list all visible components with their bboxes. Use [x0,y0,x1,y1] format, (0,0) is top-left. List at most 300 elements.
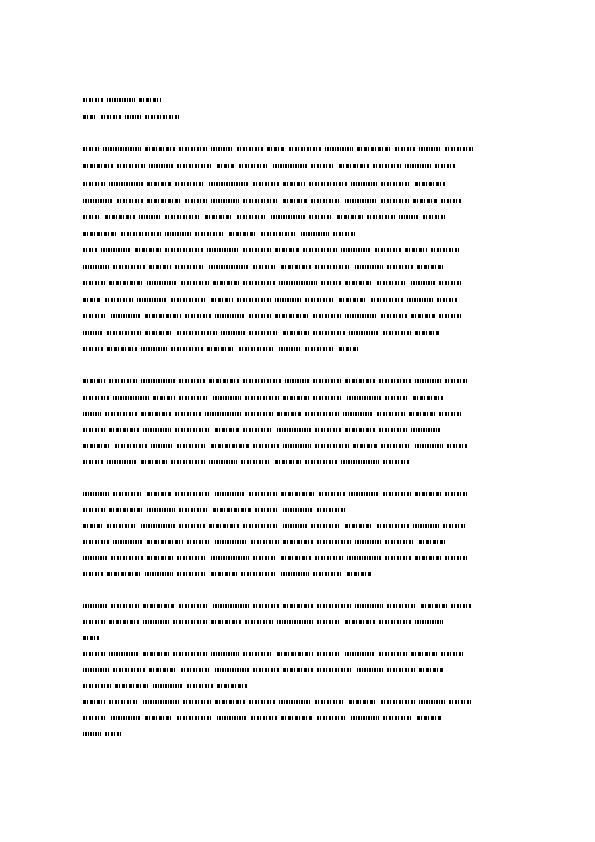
word-glyphs [145,147,175,151]
word-glyphs [341,248,371,252]
word-glyphs [283,396,309,400]
word-glyphs [283,444,311,448]
word-glyphs [441,652,465,656]
word-glyphs [445,147,475,151]
word-glyphs [179,147,207,151]
word-glyphs [83,199,113,203]
word-glyphs [405,248,427,252]
word-glyphs [147,281,177,285]
word-glyphs [409,412,435,416]
word-glyphs [185,199,207,203]
text-line [83,394,443,402]
word-glyphs [277,412,301,416]
word-glyphs [103,147,141,151]
word-glyphs [147,492,171,496]
word-glyphs [175,412,201,416]
word-glyphs [381,444,411,448]
word-glyphs [383,492,411,496]
word-glyphs [143,620,169,624]
word-glyphs [83,604,107,608]
word-glyphs [347,396,381,400]
word-glyphs [283,604,313,608]
word-glyphs [279,281,317,285]
word-glyphs [267,147,285,151]
text-line [83,263,443,271]
word-glyphs [347,556,381,560]
word-glyphs [107,460,137,464]
word-glyphs [149,668,177,672]
word-glyphs [341,460,379,464]
text-line [83,442,467,450]
word-glyphs [213,604,249,608]
word-glyphs [243,281,275,285]
word-glyphs [83,508,105,512]
word-glyphs [419,147,441,151]
word-glyphs [253,265,277,269]
word-glyphs [345,281,373,285]
word-glyphs [137,298,167,302]
word-glyphs [317,668,353,672]
word-glyphs [275,298,301,302]
word-glyphs [153,684,183,688]
word-glyphs [143,700,179,704]
word-glyphs [141,460,167,464]
word-glyphs [117,199,143,203]
text-line [83,230,357,238]
word-glyphs [83,668,109,672]
text-line [83,180,445,188]
word-glyphs [105,215,135,219]
word-glyphs [111,314,141,318]
word-glyphs [183,700,211,704]
word-glyphs [317,652,341,656]
word-glyphs [213,396,241,400]
word-glyphs [83,700,105,704]
word-glyphs [379,379,411,383]
word-glyphs [351,716,379,720]
text-line [83,296,457,304]
text-line [83,602,471,610]
word-glyphs [339,298,367,302]
word-glyphs [253,444,279,448]
word-glyphs [83,620,105,624]
word-glyphs [217,716,247,720]
word-glyphs [381,199,409,203]
word-glyphs [209,379,239,383]
text-line [83,618,443,626]
word-glyphs [345,652,375,656]
word-glyphs [101,248,131,252]
word-glyphs [283,668,313,672]
word-glyphs [111,604,139,608]
text-line [83,213,445,221]
word-glyphs [83,314,107,318]
word-glyphs [185,314,211,318]
word-glyphs [351,182,377,186]
text-line [83,634,99,642]
word-glyphs [377,412,405,416]
word-glyphs [281,492,315,496]
word-glyphs [237,215,267,219]
text-line [83,312,461,320]
word-glyphs [139,98,161,102]
word-glyphs [345,379,375,383]
word-glyphs [317,540,351,544]
word-glyphs [109,428,139,432]
word-glyphs [415,379,441,383]
word-glyphs [135,248,161,252]
word-glyphs [195,232,225,236]
word-glyphs [113,265,145,269]
word-glyphs [355,540,381,544]
word-glyphs [151,444,173,448]
word-glyphs [345,524,373,528]
word-glyphs [171,460,205,464]
word-glyphs [249,314,271,318]
word-glyphs [83,396,109,400]
word-glyphs [215,428,239,432]
word-glyphs [419,540,445,544]
word-glyphs [83,732,101,736]
word-glyphs [283,331,309,335]
word-glyphs [207,248,239,252]
word-glyphs [381,182,411,186]
text-line [83,570,371,578]
word-glyphs [83,215,101,219]
word-glyphs [415,444,443,448]
text-line [83,377,467,385]
word-glyphs [83,147,99,151]
word-glyphs [211,444,249,448]
word-glyphs [179,379,205,383]
word-glyphs [345,199,377,203]
header-line-2 [83,113,179,121]
word-glyphs [383,716,413,720]
word-glyphs [221,331,245,335]
word-glyphs [175,428,211,432]
word-glyphs [381,314,407,318]
word-glyphs [271,215,305,219]
word-glyphs [181,668,211,672]
word-glyphs [309,215,333,219]
word-glyphs [253,668,279,672]
word-glyphs [275,314,309,318]
word-glyphs [181,281,209,285]
word-glyphs [215,668,249,672]
word-glyphs [261,232,297,236]
word-glyphs [387,668,415,672]
word-glyphs [245,396,279,400]
word-glyphs [145,115,179,119]
word-glyphs [83,248,97,252]
word-glyphs [113,396,149,400]
word-glyphs [379,620,411,624]
word-glyphs [175,265,205,269]
word-glyphs [415,556,441,560]
word-glyphs [305,460,337,464]
word-glyphs [445,556,467,560]
word-glyphs [419,700,445,704]
word-glyphs [277,428,311,432]
word-glyphs [281,716,313,720]
word-glyphs [83,331,103,335]
word-glyphs [215,540,247,544]
word-glyphs [345,428,375,432]
word-glyphs [145,572,173,576]
word-glyphs [253,556,277,560]
word-glyphs [83,684,111,688]
word-glyphs [105,732,121,736]
word-glyphs [243,379,281,383]
word-glyphs [109,508,143,512]
word-glyphs [399,215,419,219]
word-glyphs [83,460,103,464]
word-glyphs [147,199,181,203]
word-glyphs [209,182,249,186]
word-glyphs [315,444,349,448]
word-glyphs [251,540,279,544]
word-glyphs [405,164,431,168]
word-glyphs [111,716,141,720]
text-line [83,714,441,722]
word-glyphs [421,604,447,608]
word-glyphs [83,572,103,576]
word-glyphs [211,556,249,560]
text-line [83,522,465,530]
text-line [83,410,461,418]
word-glyphs [177,716,213,720]
word-glyphs [215,700,245,704]
word-glyphs [411,281,435,285]
word-glyphs [209,460,237,464]
word-glyphs [243,199,279,203]
word-glyphs [177,556,207,560]
word-glyphs [211,620,241,624]
word-glyphs [377,281,407,285]
word-glyphs [107,331,141,335]
word-glyphs [165,215,201,219]
word-glyphs [83,298,101,302]
word-glyphs [305,347,335,351]
word-glyphs [279,347,301,351]
word-glyphs [211,147,233,151]
word-glyphs [411,652,437,656]
word-glyphs [241,460,271,464]
word-glyphs [113,668,145,672]
word-glyphs [321,281,341,285]
word-glyphs [211,298,233,302]
word-glyphs [279,700,311,704]
word-glyphs [373,164,401,168]
word-glyphs [217,164,235,168]
word-glyphs [383,331,411,335]
word-glyphs [283,508,313,512]
word-glyphs [211,652,239,656]
word-glyphs [105,298,133,302]
word-glyphs [357,147,391,151]
word-glyphs [153,396,175,400]
word-glyphs [83,428,105,432]
word-glyphs [317,716,347,720]
word-glyphs [147,540,183,544]
word-glyphs [83,182,105,186]
word-glyphs [315,428,341,432]
word-glyphs [411,428,441,432]
word-glyphs [413,396,443,400]
word-glyphs [277,652,313,656]
word-glyphs [143,652,169,656]
word-glyphs [109,281,143,285]
word-glyphs [387,604,417,608]
word-glyphs [283,524,307,528]
word-glyphs [83,115,97,119]
word-glyphs [249,492,277,496]
word-glyphs [283,182,305,186]
text-line [83,506,345,514]
word-glyphs [281,265,311,269]
word-glyphs [245,620,273,624]
word-glyphs [349,331,379,335]
word-glyphs [415,492,441,496]
word-glyphs [437,298,457,302]
word-glyphs [239,347,275,351]
word-glyphs [375,248,401,252]
word-glyphs [107,347,137,351]
word-glyphs [367,215,395,219]
word-glyphs [253,182,279,186]
word-glyphs [315,265,351,269]
text-line [83,145,513,153]
word-glyphs [83,232,117,236]
word-glyphs [439,412,461,416]
word-glyphs [345,620,375,624]
word-glyphs [431,248,459,252]
word-glyphs [147,556,173,560]
word-glyphs [385,396,409,400]
word-glyphs [313,314,341,318]
word-glyphs [317,508,345,512]
word-glyphs [215,492,245,496]
text-line [83,458,409,466]
word-glyphs [179,604,209,608]
word-glyphs [413,199,437,203]
word-glyphs [243,428,273,432]
word-glyphs [237,298,271,302]
word-glyphs [441,199,461,203]
word-glyphs [145,314,181,318]
word-glyphs [379,428,407,432]
word-glyphs [305,298,335,302]
word-glyphs [143,428,171,432]
text-line [83,682,247,690]
word-glyphs [109,620,139,624]
word-glyphs [357,668,383,672]
word-glyphs [319,492,345,496]
word-glyphs [309,182,347,186]
word-glyphs [377,524,409,528]
word-glyphs [313,572,343,576]
word-glyphs [275,248,299,252]
word-glyphs [141,347,167,351]
word-glyphs [313,396,343,400]
word-glyphs [243,652,273,656]
word-glyphs [83,444,111,448]
word-glyphs [325,147,353,151]
word-glyphs [165,248,203,252]
word-glyphs [113,540,143,544]
word-glyphs [187,684,213,688]
word-glyphs [243,248,271,252]
word-glyphs [145,716,173,720]
word-glyphs [317,620,341,624]
text-line [83,666,443,674]
word-glyphs [141,412,171,416]
word-glyphs [311,524,341,528]
word-glyphs [179,524,205,528]
word-glyphs [285,379,309,383]
word-glyphs [281,556,311,560]
word-glyphs [175,492,211,496]
text-line [83,730,121,738]
word-glyphs [417,265,443,269]
word-glyphs [415,182,445,186]
header-line-1 [83,96,161,104]
text-line [83,279,461,287]
word-glyphs [305,412,339,416]
text-line [83,650,465,658]
word-glyphs [217,684,247,688]
word-glyphs [345,314,377,318]
word-glyphs [109,182,143,186]
word-glyphs [339,347,359,351]
word-glyphs [435,164,455,168]
word-glyphs [173,652,207,656]
word-glyphs [349,700,377,704]
word-glyphs [273,164,307,168]
word-glyphs [415,620,443,624]
word-glyphs [109,700,139,704]
word-glyphs [301,232,329,236]
word-glyphs [209,265,249,269]
word-glyphs [109,379,137,383]
word-glyphs [83,379,105,383]
word-glyphs [451,604,471,608]
word-glyphs [187,540,211,544]
word-glyphs [173,620,207,624]
word-glyphs [241,572,277,576]
word-glyphs [417,716,441,720]
word-glyphs [109,652,139,656]
word-glyphs [445,379,467,383]
word-glyphs [177,331,217,335]
word-glyphs [143,604,175,608]
word-glyphs [177,572,207,576]
word-glyphs [443,524,465,528]
word-glyphs [179,508,209,512]
word-glyphs [275,460,301,464]
word-glyphs [343,412,373,416]
text-line [83,490,467,498]
word-glyphs [339,164,369,168]
word-glyphs [229,232,257,236]
word-glyphs [83,347,103,351]
word-glyphs [283,199,307,203]
word-glyphs [439,314,461,318]
word-glyphs [111,556,143,560]
text-line [83,197,461,205]
word-glyphs [243,524,279,528]
word-glyphs [211,572,237,576]
